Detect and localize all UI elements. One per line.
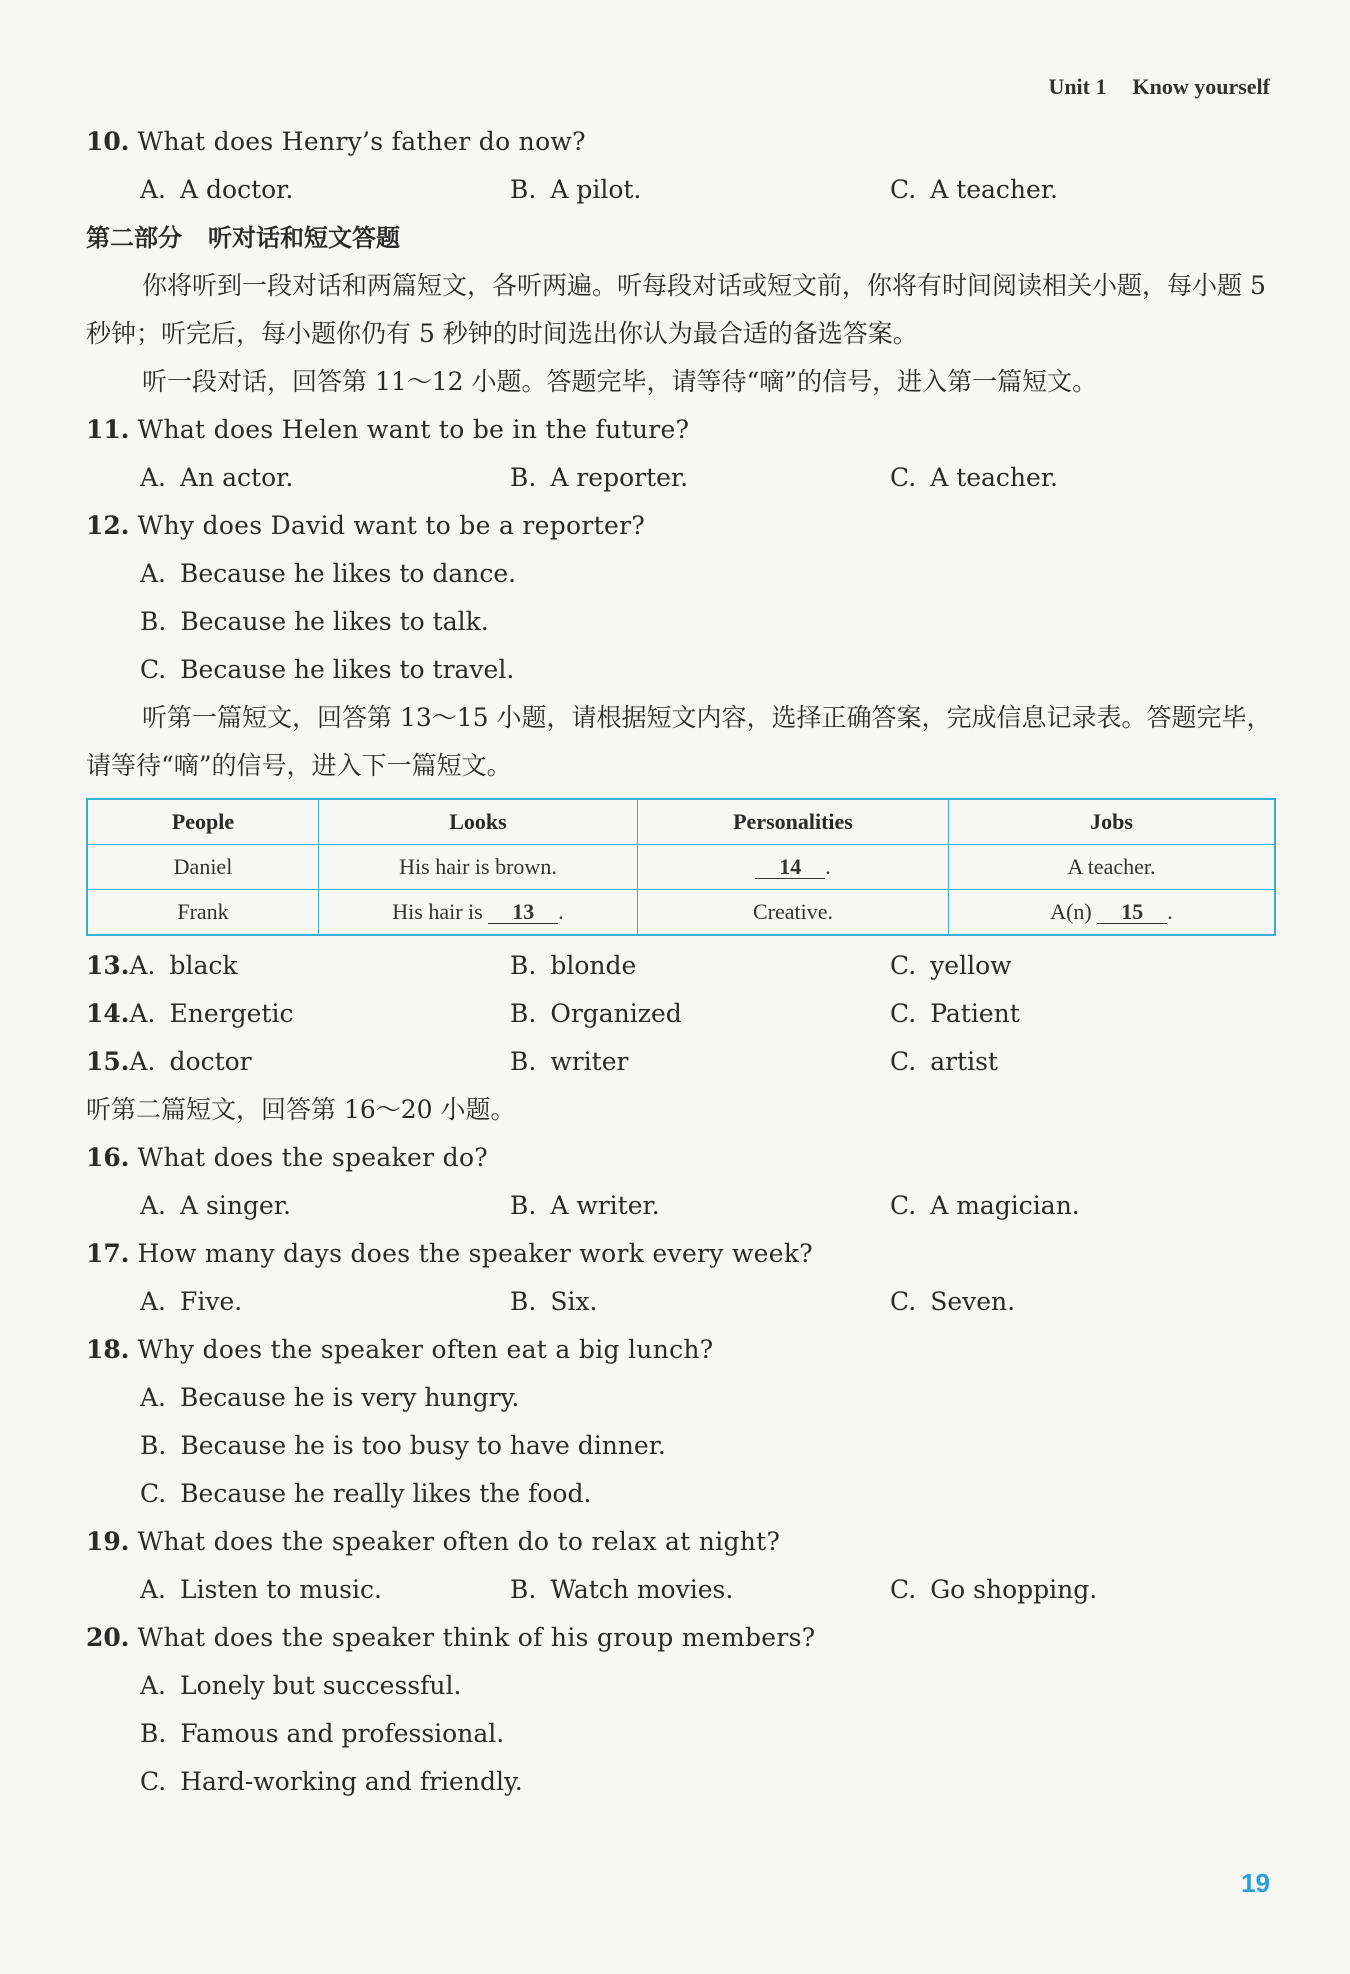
option-c: C. A teacher. xyxy=(890,463,1058,492)
table-cell: 14 . xyxy=(638,845,949,890)
table-header: Looks xyxy=(319,799,638,845)
option-c: C. Because he likes to travel. xyxy=(140,655,515,684)
question-text: What does the speaker do? xyxy=(137,1143,488,1172)
answer-blank-15[interactable]: 15 xyxy=(1097,901,1167,924)
option-b: B. A reporter. xyxy=(510,463,689,492)
option-b: B. A pilot. xyxy=(510,175,642,204)
question-13: 13.A. black B. blonde C. yellow xyxy=(86,951,1012,980)
option-c: C. Hard-working and friendly. xyxy=(140,1767,523,1796)
option-a: A. An actor. xyxy=(140,463,294,492)
option-b: B. Famous and professional. xyxy=(140,1719,505,1748)
option-a: A. Because he likes to dance. xyxy=(140,559,517,588)
section-title: 第二部分 听对话和短文答题 xyxy=(86,224,400,252)
table-cell: Creative. xyxy=(638,890,949,936)
option-c: C. Go shopping. xyxy=(890,1575,1098,1604)
question-12: 12. Why does David want to be a reporter? xyxy=(86,511,646,540)
table-row xyxy=(87,845,1275,890)
question-11: 11. What does Helen want to be in the future? xyxy=(86,415,690,444)
table-header: Personalities xyxy=(638,799,949,845)
option-a: A. Lonely but successful. xyxy=(140,1671,462,1700)
question-16: 16. What does the speaker do? xyxy=(86,1143,488,1172)
question-10 xyxy=(86,118,1276,166)
option-c: C. Because he really likes the food. xyxy=(140,1479,592,1508)
section-instructions: 你将听到一段对话和两篇短文，各听两遍。听每段对话或短文前，你将有时间阅读相关小题，每小题 5 秒钟；听完后，每小题你仍有 5 秒钟的时间选出你认为最合适的备选答案。 xyxy=(86,271,1266,348)
question-19-options xyxy=(86,1566,1276,1614)
question-19: 19. What does the speaker often do to relax at night? xyxy=(86,1527,781,1556)
table-header: People xyxy=(87,799,319,845)
question-text: What does the speaker think of his group members? xyxy=(137,1623,816,1652)
table-cell: A teacher. xyxy=(949,845,1276,890)
table-row xyxy=(87,890,1275,936)
header-title: Know yourself xyxy=(1132,74,1270,99)
question-number: 10. xyxy=(86,127,130,156)
content xyxy=(86,118,1276,1806)
header-unit: Unit 1 xyxy=(1048,74,1107,99)
option-b: B. Watch movies. xyxy=(510,1575,734,1604)
option-a: A. A singer. xyxy=(140,1191,291,1220)
option-b: B. Because he likes to talk. xyxy=(140,607,489,636)
question-17-options xyxy=(86,1278,1276,1326)
question-10-options xyxy=(86,166,1276,214)
question-16-options xyxy=(86,1182,1276,1230)
answer-blank-13[interactable]: 13 xyxy=(488,901,558,924)
info-record-table xyxy=(86,798,1276,936)
option-c: C. A teacher. xyxy=(890,175,1058,204)
table-cell: His hair is 13 . xyxy=(319,890,638,936)
passage-2-instructions: 听第二篇短文，回答第 16～20 小题。 xyxy=(86,1095,516,1124)
option-b: B. A writer. xyxy=(510,1191,660,1220)
question-text: Why does David want to be a reporter? xyxy=(137,511,646,540)
option-b: B. Six. xyxy=(510,1287,598,1316)
question-text: What does Helen want to be in the future? xyxy=(137,415,690,444)
table-cell: Daniel xyxy=(87,845,319,890)
question-14: 14.A. Energetic B. Organized C. Patient xyxy=(86,999,1020,1028)
answer-blank-14[interactable]: 14 xyxy=(755,856,825,879)
running-header xyxy=(1048,74,1270,100)
question-text: Why does the speaker often eat a big lunch? xyxy=(137,1335,714,1364)
table-header-row xyxy=(87,799,1275,845)
page-number: 19 xyxy=(1241,1868,1270,1898)
question-text: What does the speaker often do to relax at night? xyxy=(137,1527,781,1556)
option-b: B. Because he is too busy to have dinner. xyxy=(140,1431,666,1460)
dialogue-instructions: 听一段对话，回答第 11～12 小题。答题完毕，请等待“嘀”的信号，进入第一篇短文。 xyxy=(142,367,1098,396)
question-text: What does Henry’s father do now? xyxy=(137,127,586,156)
question-11-options xyxy=(86,454,1276,502)
table-cell: His hair is brown. xyxy=(319,845,638,890)
question-text: How many days does the speaker work every week? xyxy=(137,1239,814,1268)
table-cell: Frank xyxy=(87,890,319,936)
table-header: Jobs xyxy=(949,799,1276,845)
option-a: A. Five. xyxy=(140,1287,243,1316)
question-15: 15.A. doctor B. writer C. artist xyxy=(86,1047,998,1076)
option-a: A. Because he is very hungry. xyxy=(140,1383,520,1412)
passage-1-instructions: 听第一篇短文，回答第 13～15 小题，请根据短文内容，选择正确答案，完成信息记录表。答题完毕，请等待“嘀”的信号，进入下一篇短文。 xyxy=(86,703,1272,780)
option-a: A. Listen to music. xyxy=(140,1575,382,1604)
question-18: 18. Why does the speaker often eat a big lunch? xyxy=(86,1335,714,1364)
question-17: 17. How many days does the speaker work every week? xyxy=(86,1239,814,1268)
option-c: C. Seven. xyxy=(890,1287,1016,1316)
option-c: C. A magician. xyxy=(890,1191,1080,1220)
option-a: A. A doctor. xyxy=(140,175,294,204)
table-cell: A(n) 15 . xyxy=(949,890,1276,936)
question-20: 20. What does the speaker think of his group members? xyxy=(86,1623,816,1652)
